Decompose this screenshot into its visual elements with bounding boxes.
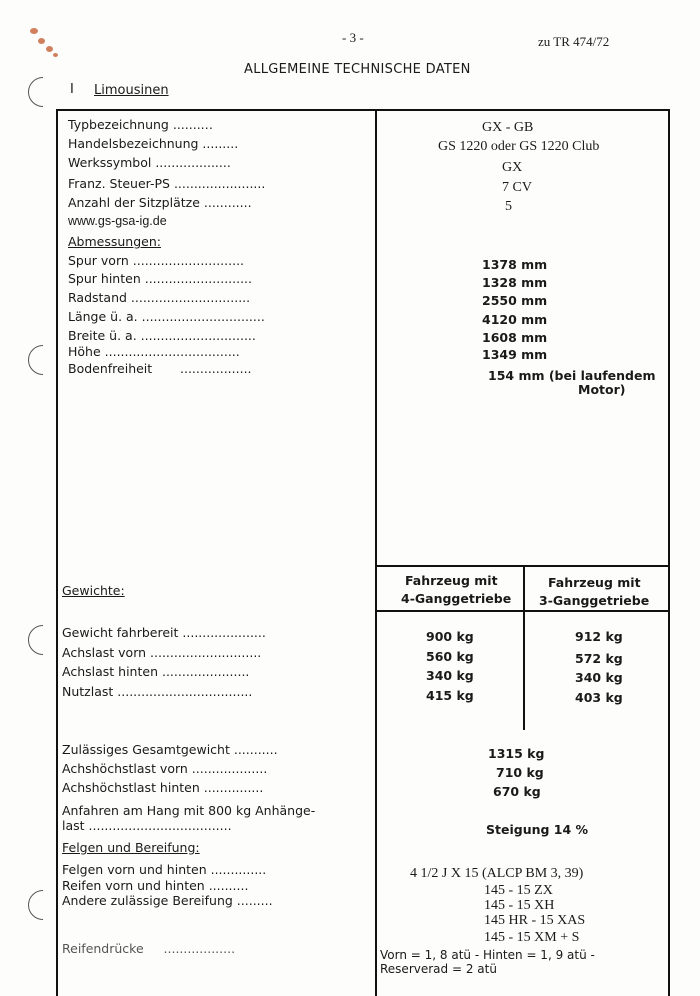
ident-value: 5 (505, 199, 512, 214)
column-header-4gear: Fahrzeug mit (405, 573, 498, 588)
ident-label: Handelsbezeichnung ......... (68, 136, 239, 151)
dimension-label: Spur hinten ........................... (68, 271, 253, 286)
tyre-label: Felgen vorn und hinten .............. (62, 862, 267, 877)
total-value: 710 kg (496, 765, 544, 780)
weight-value-4gear: 340 kg (426, 668, 474, 683)
total-label: Achshöchstlast vorn ................... (62, 761, 268, 776)
dimension-value: 1349 mm (482, 347, 548, 362)
hill-start-label: last .................................... (62, 818, 232, 833)
tyres-heading: Felgen und Bereifung: (62, 840, 200, 855)
total-label: Achshöchstlast hinten ............... (62, 780, 264, 795)
weight-value-4gear: 900 kg (426, 629, 474, 644)
ink-stain (38, 38, 45, 44)
dimension-label: Breite ü. a. ............................. (68, 328, 256, 343)
punch-hole-icon (28, 890, 58, 920)
table-top-border (56, 109, 670, 111)
website-stamp: www.gs-gsa-ig.de (68, 214, 167, 228)
page-number: - 3 - (342, 30, 364, 45)
weight-value-4gear: 415 kg (426, 688, 474, 703)
tyre-pressure-value: Reserverad = 2 atü (380, 962, 497, 976)
hill-start-label: Anfahren am Hang mit 800 kg Anhänge- (62, 803, 316, 818)
total-value: 670 kg (493, 784, 541, 799)
dimension-value: 1378 mm (482, 257, 548, 272)
dimension-label: Spur vorn ............................ (68, 253, 245, 268)
weights-header-bottom (375, 610, 669, 612)
tyre-label: Andere zulässige Bereifung ......... (62, 893, 273, 908)
dimension-label: Bodenfreiheit .................. (68, 361, 252, 376)
weight-value-4gear: 560 kg (426, 649, 474, 664)
ident-label: Anzahl der Sitzplätze ............ (68, 195, 252, 210)
table-middle-divider (375, 109, 377, 996)
dimension-value: 4120 mm (482, 312, 548, 327)
weight-label: Achslast hinten ...................... (62, 664, 250, 679)
weight-value-3gear: 340 kg (575, 670, 623, 685)
weight-label: Achslast vorn ............................ (62, 645, 262, 660)
tyre-label: Reifendrücke .................. (62, 941, 236, 956)
weight-label: Gewicht fahrbereit ..................... (62, 625, 266, 640)
hill-start-value: Steigung 14 % (486, 822, 589, 837)
section-title: Limousinen (94, 83, 169, 98)
punch-hole-icon (28, 345, 58, 375)
weights-header-top (375, 565, 669, 567)
table-left-border (56, 109, 58, 996)
dimension-value: 154 mm (bei laufendem (488, 368, 656, 383)
ident-value: GS 1220 oder GS 1220 Club (438, 139, 600, 154)
tyre-pressure-value: Vorn = 1, 8 atü - Hinten = 1, 9 atü - (380, 948, 595, 962)
ink-stain (46, 46, 53, 52)
column-header-3gear: Fahrzeug mit (548, 575, 641, 590)
punch-hole-icon (28, 77, 58, 107)
tyre-value: 4 1/2 J X 15 (ALCP BM 3, 39) (410, 866, 584, 881)
tyre-value: 145 HR - 15 XAS (484, 913, 586, 928)
total-value: 1315 kg (488, 746, 545, 761)
ink-stain (53, 53, 58, 57)
dimension-label: Länge ü. a. ............................... (68, 309, 265, 324)
ident-label: Werkssymbol ................... (68, 155, 231, 170)
ident-label: Franz. Steuer-PS ....................... (68, 176, 266, 191)
column-header-4gear: 4-Ganggetriebe (401, 591, 512, 606)
ident-value: 7 CV (502, 180, 532, 195)
dimension-value: 2550 mm (482, 293, 548, 308)
ident-value: GX (502, 160, 523, 175)
weight-label: Nutzlast .................................. (62, 684, 253, 699)
tyre-value: 145 - 15 ZX (484, 883, 553, 898)
dimension-value: 1608 mm (482, 330, 548, 345)
document-reference: zu TR 474/72 (538, 34, 610, 49)
dimension-label: Radstand .............................. (68, 290, 251, 305)
dimension-value-continued: Motor) (578, 382, 626, 397)
tyre-value: 145 - 15 XM + S (484, 930, 580, 945)
dimensions-heading: Abmessungen: (68, 234, 161, 249)
ident-label: Typbezeichnung ........‥ (68, 117, 213, 132)
table-right-border (668, 109, 670, 996)
weight-value-3gear: 912 kg (575, 629, 623, 644)
column-header-3gear: 3-Ganggetriebe (539, 593, 650, 608)
ident-value: GX - GB (482, 120, 534, 135)
weights-column-divider (523, 565, 525, 730)
tyre-value: 145 - 15 XH (484, 898, 555, 913)
dimension-label: Höhe .................................. (68, 344, 240, 359)
dimension-value: 1328 mm (482, 275, 548, 290)
weight-value-3gear: 572 kg (575, 651, 623, 666)
total-label: Zulässiges Gesamtgewicht ........... (62, 742, 278, 757)
page-title: ALLGEMEINE TECHNISCHE DATEN (244, 62, 471, 77)
weights-heading: Gewichte: (62, 583, 125, 598)
punch-hole-icon (28, 625, 58, 655)
weight-value-3gear: 403 kg (575, 690, 623, 705)
ink-stain (30, 28, 38, 34)
section-number: I (70, 82, 74, 97)
tyre-label: Reifen vorn und hinten .......... (62, 878, 249, 893)
